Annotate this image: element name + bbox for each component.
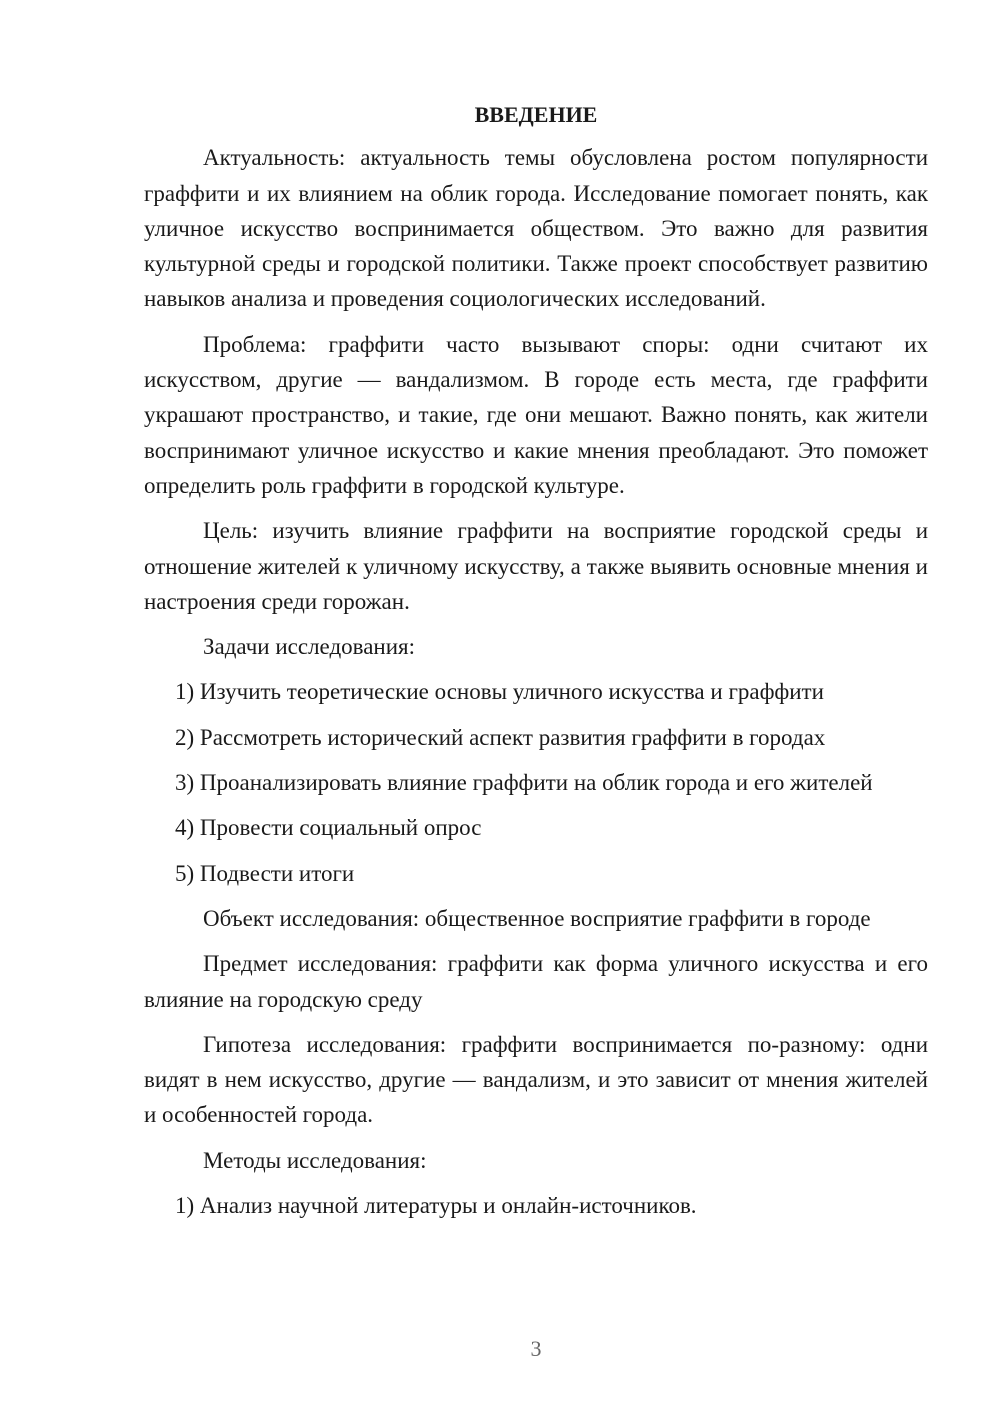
relevance-paragraph: Актуальность: актуальность темы обусловлена ростом популярности граффити и их влиянием на облик города. Исследование помогает понять, как уличное искусство воспринимается обществом. Это важно для развития культурной среды и городской политики. Также проект способствует развитию навыков анализа и проведения социологических исследований. [144, 145, 928, 312]
subject-paragraph: Предмет исследования: граффити как форма уличного искусства и его влияние на городскую среду [144, 951, 928, 1012]
task-item: 4) Провести социальный опрос [175, 815, 482, 841]
tasks-heading: Задачи исследования: [203, 634, 416, 660]
hypothesis-paragraph: Гипотеза исследования: граффити воспринимается по-разному: одни видят в нем искусство, другие — вандализм, и это зависит от мнения жителей и особенностей города. [144, 1031, 928, 1128]
task-item: 3) Проанализировать влияние граффити на облик города и его жителей [175, 770, 873, 796]
task-item: 5) Подвести итоги [175, 860, 355, 886]
object-paragraph: Объект исследования: общественное восприятие граффити в городе [203, 905, 871, 931]
goal-paragraph: Цель: изучить влияние граффити на восприятие городской среды и отношение жителей к уличному искусству, а также выявить основные мнения и настроения среди горожан. [144, 518, 928, 614]
task-item: 2) Рассмотреть исторический аспект развития граффити в городах [175, 724, 826, 750]
problem-paragraph: Проблема: граффити часто вызывают споры: одни считают их искусством, другие — вандализмом. В городе есть места, где граффити украшают пространство, и такие, где они мешают. Важно понять, как жители воспринимают уличное искусство и какие мнения преобладают. Это поможет определить роль граффити в городской культуре. [144, 331, 928, 498]
page-title: ВВЕДЕНИЕ [474, 102, 598, 127]
task-item: 1) Изучить теоретические основы уличного искусства и граффити [175, 679, 824, 705]
page-content [144, 97, 928, 1233]
method-item: 1) Анализ научной литературы и онлайн-источников. [175, 1193, 697, 1219]
methods-heading: Методы исследования: [203, 1147, 427, 1173]
page-number: 3 [530, 1336, 542, 1361]
